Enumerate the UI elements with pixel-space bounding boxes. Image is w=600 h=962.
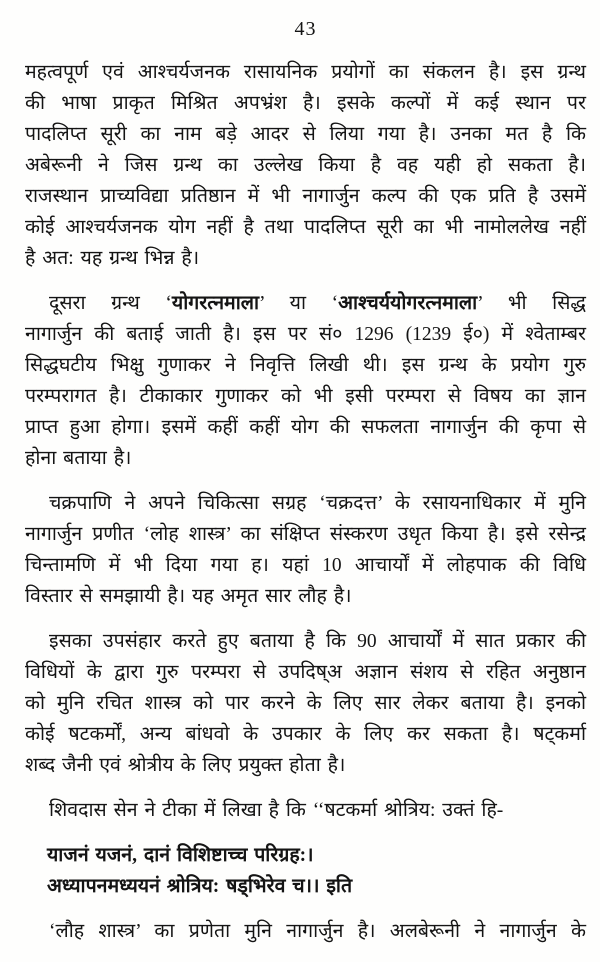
text-line: अध्यापनमध्ययनं श्रोत्रिय: षड्भिरेव च।। इति [47, 876, 353, 897]
text-line: को मुनि रचित शास्त्र को पार करने के लिए सार लेकर बताया है। इनको [25, 693, 586, 714]
text-line: नागार्जुन की बताई जाती है। इस पर सं० 1296 (1239 ई०) में श्वेताम्बर [25, 324, 586, 345]
paragraph [25, 916, 586, 947]
text-line: होना बताया है। [25, 448, 132, 469]
paragraph [25, 795, 586, 826]
text-line: याजनं यजनं, दानं विशिष्टाच्च परिग्रह:। [47, 845, 314, 866]
page-number: 43 [294, 18, 317, 40]
text-line: शिवदास सेन ने टीका में लिखा है कि ‘‘षटकर्मा श्रोत्रिय: उक्तं हि- [49, 800, 504, 821]
text-line [25, 288, 586, 319]
paragraph [25, 626, 586, 781]
text-line: परम्परागत है। टीकाकार गुणाकर को भी इसी परम्परा से विषय का ज्ञान [25, 386, 586, 407]
text-line: शब्द जैनी एवं श्रोत्रीय के लिए प्रयुक्त होता है। [25, 755, 346, 776]
text-line: है अत: यह ग्रन्थ भिन्न है। [25, 248, 200, 269]
text-segment: ’ या ‘ [259, 293, 339, 314]
text-line: पादलिप्त सूरी का नाम बड़े आदर से लिया गया है। उनका मत है कि [25, 124, 586, 145]
text-line: विधियों के द्वारा गुरु परम्परा से उपदिष्अ अज्ञान संशय से रहित अनुष्ठान [25, 662, 586, 683]
paragraph [25, 288, 586, 474]
text-line: कोई आश्चर्यजनक योग नहीं है तथा पादलिप्त सूरी का भी नामोललेख नहीं [25, 217, 586, 238]
text-line: इसका उपसंहार करते हुए बताया है कि 90 आचार्यों में सात प्रकार की [49, 631, 586, 652]
text-line: राजस्थान प्राच्यविद्या प्रतिष्ठान में भी नागार्जुन कल्प की एक प्रति है उसमें [25, 186, 586, 207]
text-line: चिन्तामणि में भी दिया गया ह। यहां 10 आचार्यों में लोहपाक की विधि [25, 555, 586, 576]
book-title-bold: आश्चर्ययोगरत्नमाला [338, 293, 478, 314]
text-line: की भाषा प्राकृत मिश्रित अपभ्रंश है। इसके कल्पों में कई स्थान पर [25, 93, 586, 114]
text-line: ‘लौह शास्त्र’ का प्रणेता मुनि नागार्जुन है। अलबेरूनी ने नागार्जुन के [49, 921, 586, 942]
book-title-bold: योगरत्नमाला [171, 293, 260, 314]
text-line: कोई षटकर्मों, अन्य बांधवो के उपकार के लिए कर सकता है। षट्कर्मा [25, 724, 586, 745]
text-line: चक्रपाणि ने अपने चिकित्सा सग्रह ‘चक्रदत्त’ के रसायनाधिकार में मुनि [49, 493, 586, 514]
paragraph [25, 488, 586, 612]
text-line: महत्वपूर्ण एवं आश्चर्यजनक रासायनिक प्रयोगों का संकलन है। इस ग्रन्थ [25, 62, 586, 83]
text-line: प्राप्त हुआ होगा। इसमें कहीं कहीं योग की सफलता नागार्जुन की कृपा से [25, 417, 586, 438]
page-body [25, 57, 586, 947]
text-line: सिद्धघटीय भिक्षु गुणाकर ने निवृत्ति लिखी थी। इस ग्रन्थ के प्रयोग गुरु [25, 355, 586, 376]
text-line: नागार्जुन प्रणीत ‘लोह शास्त्र’ का संक्षिप्त संस्करण उधृत किया है। इसे रसेन्द्र [25, 524, 586, 545]
text-line: विस्तार से समझायी है। यह अमृत सार लौह है। [25, 586, 352, 607]
verse-paragraph [25, 840, 586, 902]
text-line: अबेरूनी ने जिस ग्रन्थ का उल्लेख किया है वह यही हो सकता है। [25, 155, 586, 176]
text-segment: ’ भी सिद्ध [477, 293, 586, 314]
paragraph [25, 57, 586, 274]
text-segment: दूसरा ग्रन्थ ‘ [49, 293, 172, 314]
